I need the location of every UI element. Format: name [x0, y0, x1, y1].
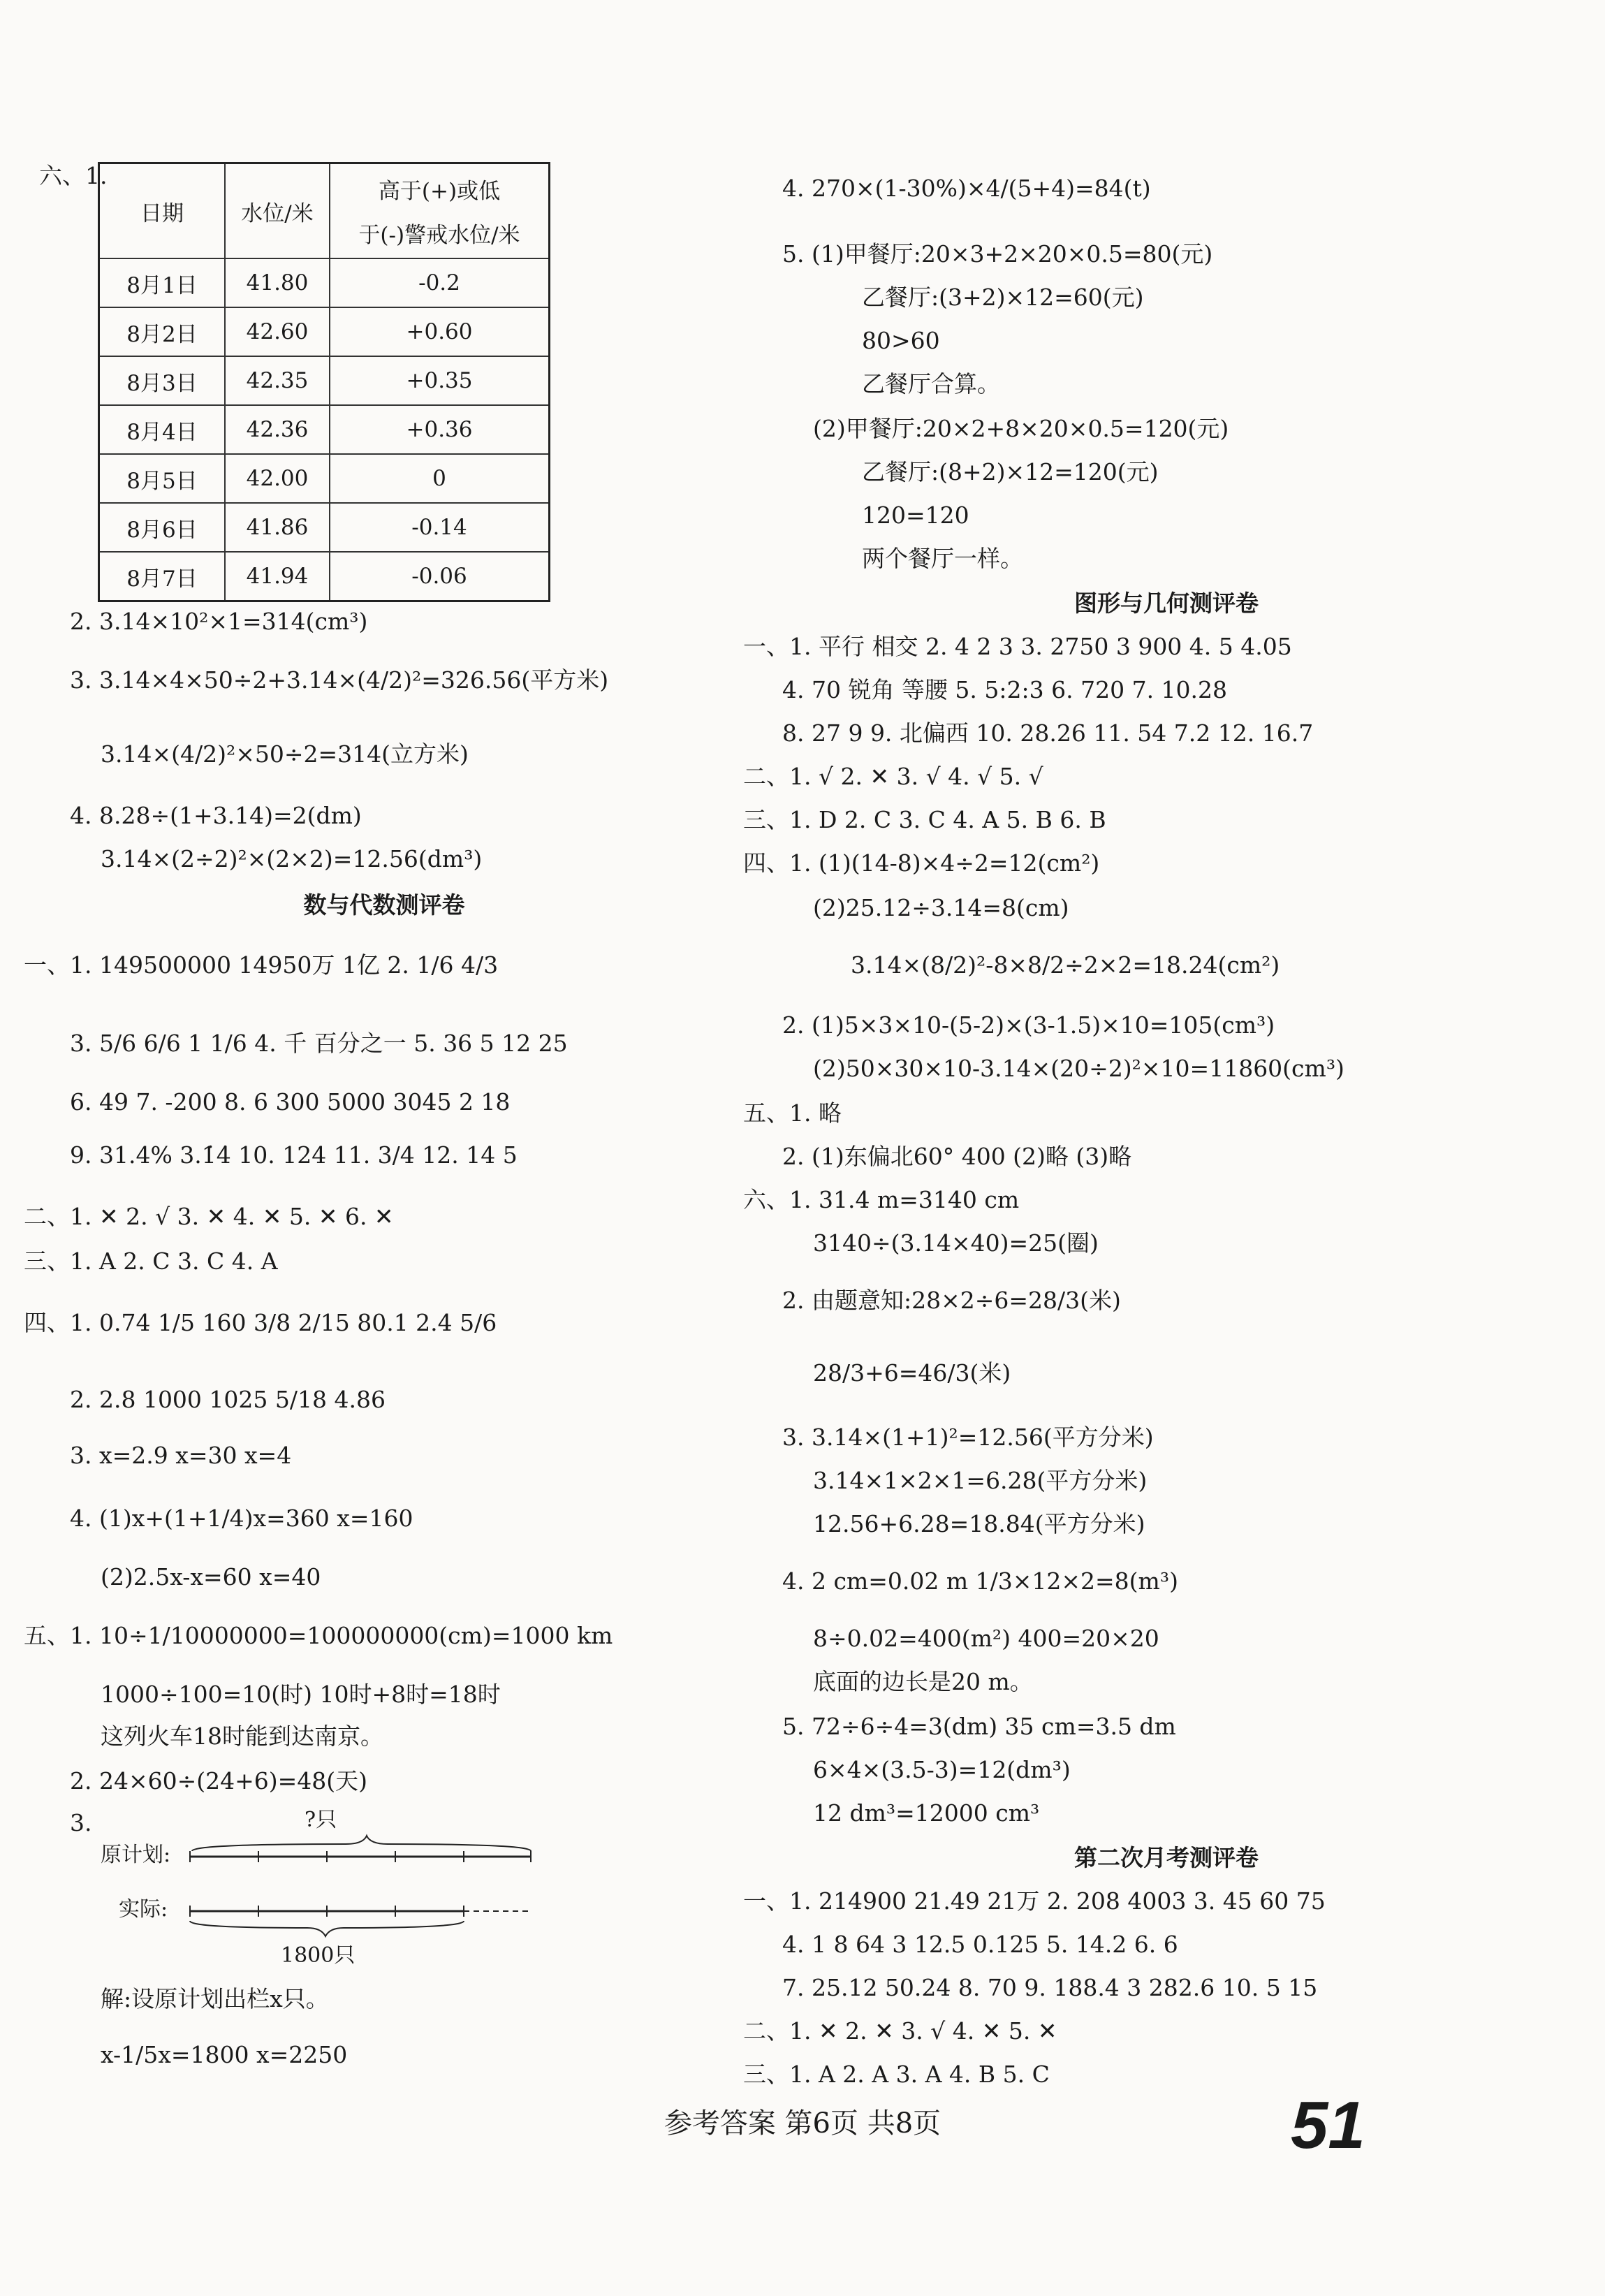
answer-line: 三、1. D 2. C 3. C 4. A 5. B 6. B [743, 806, 1106, 833]
cell-date: 8月4日 [99, 405, 226, 454]
answer-line: 1000÷100=10(时) 10时+8时=18时 [101, 1681, 501, 1708]
section-title-monthly-test: 第二次月考测评卷 [1074, 1844, 1259, 1871]
answer-line: 五、1. 10÷1/10000000=100000000(cm)=1000 km [24, 1622, 613, 1649]
answer-line: 乙餐厅合算。 [862, 370, 1000, 397]
cell-date: 8月2日 [99, 307, 226, 356]
answer-line: 120=120 [862, 502, 969, 529]
answer-line: 6. 49 7. -200 8. 6 300 5000 3045 2 18 [70, 1088, 511, 1116]
table-label: 六、1. [39, 162, 108, 189]
answer-line: 3. 3.14×(1+1)²=12.56(平方分米) [782, 1424, 1154, 1451]
cell-level: 42.36 [225, 405, 330, 454]
answer-line: 二、1. ✕ 2. √ 3. ✕ 4. ✕ 5. ✕ 6. ✕ [24, 1203, 394, 1230]
cell-diff: +0.36 [330, 405, 550, 454]
answer-line: 2. (1)东偏北60° 400 (2)略 (3)略 [782, 1143, 1132, 1170]
cell-diff: -0.14 [330, 503, 550, 552]
page-number: 51 [1291, 2088, 1365, 2163]
answer-line: x-1/5x=1800 x=2250 [101, 2041, 348, 2068]
answer-line: 2. 由题意知:28×2÷6=28/3(米) [782, 1287, 1121, 1314]
answer-line: 3. 5/6 6/6 1 1/6 4. 千 百分之一 5. 36 5 12 25 [70, 1030, 568, 1057]
answer-line: 3.14×(2÷2)²×(2×2)=12.56(dm³) [101, 845, 483, 872]
cell-date: 8月1日 [99, 258, 226, 307]
table-row [99, 454, 550, 503]
answer-line: 2. (1)5×3×10-(5-2)×(3-1.5)×10=105(cm³) [782, 1011, 1275, 1039]
line-segment-diagram [154, 1816, 712, 1984]
answer-line: 4. 70 锐角 等腰 5. 5:2:3 6. 720 7. 10.28 [782, 676, 1228, 703]
answer-line: (2)50×30×10-3.14×(20÷2)²×10=11860(cm³) [813, 1055, 1344, 1082]
cell-level: 41.80 [225, 258, 330, 307]
answer-line: 2. 24×60÷(24+6)=48(天) [70, 1767, 368, 1794]
section-title-algebra: 数与代数测评卷 [303, 891, 465, 919]
answer-line: 4. 1 8 64 3 12.5 0.125 5. 14.2 6. 6 [782, 1931, 1178, 1958]
answer-line: 一、1. 149500000 14950万 1亿 2. 1/6 4/3 [24, 951, 499, 979]
cell-level: 42.00 [225, 454, 330, 503]
answer-line: 六、1. 31.4 m=3140 cm [743, 1186, 1020, 1213]
cell-level: 42.35 [225, 356, 330, 405]
answer-line: 两个餐厅一样。 [862, 545, 1023, 572]
answer-line: 一、1. 平行 相交 2. 4 2 3 3. 2750 3 900 4. 5 4.05 [743, 633, 1292, 660]
diagram-question-label: ?只 [305, 1808, 337, 1832]
answer-line: 这列火车18时能到达南京。 [101, 1723, 383, 1750]
table-row [99, 503, 550, 552]
answer-line: 三、1. A 2. C 3. C 4. A [24, 1248, 278, 1275]
cell-diff: +0.35 [330, 356, 550, 405]
cell-diff: 0 [330, 454, 550, 503]
cell-diff: +0.60 [330, 307, 550, 356]
answer-line: (2)25.12÷3.14=8(cm) [813, 894, 1069, 921]
answer-line: 12.56+6.28=18.84(平方分米) [813, 1510, 1145, 1537]
answer-line: 8÷0.02=400(m²) 400=20×20 [813, 1625, 1159, 1652]
answer-line: 5. 72÷6÷4=3(dm) 35 cm=3.5 dm [782, 1713, 1176, 1740]
cell-level: 41.94 [225, 552, 330, 601]
table-header-diff-line1: 高于(+)或低 [378, 179, 501, 204]
table-header-row [99, 163, 550, 259]
answer-line: 2. 3.14×10²×1=314(cm³) [70, 608, 368, 635]
section-title-geometry: 图形与几何测评卷 [1074, 590, 1259, 617]
answer-line: 3140÷(3.14×40)=25(圈) [813, 1229, 1099, 1257]
answer-line: 乙餐厅:(8+2)×12=120(元) [862, 458, 1159, 485]
answer-line: 7. 25.12 50.24 8. 70 9. 188.4 3 282.6 10. 5 15 [782, 1974, 1318, 2001]
table-row [99, 258, 550, 307]
answer-line: 4. 8.28÷(1+3.14)=2(dm) [70, 802, 362, 829]
answer-line: 乙餐厅:(3+2)×12=60(元) [862, 284, 1144, 311]
answer-line: 五、1. 略 [743, 1099, 842, 1127]
table-header-level: 水位/米 [225, 163, 330, 259]
cell-date: 8月3日 [99, 356, 226, 405]
answer-line: 9. 31.4% 3.1̇4̇ 10. 124 11. 3/4 12. 14 5 [70, 1141, 518, 1169]
answer-line: 3.14×(8/2)²-8×8/2÷2×2=18.24(cm²) [851, 951, 1280, 979]
cell-date: 8月6日 [99, 503, 226, 552]
cell-date: 8月5日 [99, 454, 226, 503]
answer-line: 3. [70, 1809, 92, 1836]
answer-line: 解:设原计划出栏x只。 [101, 1985, 329, 2012]
answer-line: 3.14×(4/2)²×50÷2=314(立方米) [101, 740, 469, 768]
water-level-table [98, 162, 550, 602]
answer-line: 三、1. A 2. A 3. A 4. B 5. C [743, 2061, 1050, 2088]
table-row [99, 307, 550, 356]
answer-line: 5. (1)甲餐厅:20×3+2×20×0.5=80(元) [782, 240, 1213, 268]
answer-line: 四、1. 0.74 1/5 160 3/8 2/15 80.1 2.4 5/6 [24, 1309, 497, 1336]
answer-line: 二、1. ✕ 2. ✕ 3. √ 4. ✕ 5. ✕ [743, 2017, 1057, 2045]
answer-line: 12 dm³=12000 cm³ [813, 1799, 1040, 1827]
answer-line: (2)甲餐厅:20×2+8×20×0.5=120(元) [813, 415, 1229, 442]
answer-line: 底面的边长是20 m。 [813, 1668, 1033, 1695]
answer-line: 3. x=2.9 x=30 x=4 [70, 1442, 292, 1469]
answer-line: 4. (1)x+(1+1/4)x=360 x=160 [70, 1505, 413, 1532]
answer-line: 4. 270×(1-30%)×4/(5+4)=84(t) [782, 175, 1151, 202]
answer-line: 80>60 [862, 327, 940, 354]
answer-line: 8. 27 9 9. 北偏西 10. 28.26 11. 54 7.2 12. 16.7 [782, 719, 1314, 747]
answer-line: (2)2.5x-x=60 x=40 [101, 1563, 321, 1591]
answer-line: 28/3+6=46/3(米) [813, 1359, 1011, 1387]
answer-line: 6×4×(3.5-3)=12(dm³) [813, 1756, 1071, 1783]
diagram-plan-label: 原计划: [101, 1843, 171, 1867]
answer-line: 二、1. √ 2. ✕ 3. √ 4. √ 5. √ [743, 763, 1043, 790]
table-row [99, 356, 550, 405]
cell-diff: -0.2 [330, 258, 550, 307]
answer-line: 四、1. (1)(14-8)×4÷2=12(cm²) [743, 849, 1100, 877]
diagram-total-label: 1800只 [281, 1943, 356, 1968]
cell-level: 42.60 [225, 307, 330, 356]
answer-line: 3.14×1×2×1=6.28(平方分米) [813, 1467, 1148, 1494]
table-header-date: 日期 [99, 163, 226, 259]
table-row [99, 405, 550, 454]
table-header-diff-line2: 于(-)警戒水位/米 [358, 223, 520, 248]
answer-line: 4. 2 cm=0.02 m 1/3×12×2=8(m³) [782, 1567, 1178, 1595]
table-row [99, 552, 550, 601]
table-header-diff [330, 163, 550, 259]
diagram-actual-label: 实际: [119, 1897, 168, 1922]
cell-level: 41.86 [225, 503, 330, 552]
answer-line: 一、1. 214900 21.49 21万 2. 208 4003 3. 45 60 75 [743, 1887, 1326, 1915]
answer-line: 2. 2.8 1000 1025 5/18 4.86 [70, 1386, 386, 1413]
answer-line: 3. 3.14×4×50÷2+3.14×(4/2)²=326.56(平方米) [70, 666, 609, 694]
cell-diff: -0.06 [330, 552, 550, 601]
cell-date: 8月7日 [99, 552, 226, 601]
footer-text: 参考答案 第6页 共8页 [664, 2107, 941, 2140]
